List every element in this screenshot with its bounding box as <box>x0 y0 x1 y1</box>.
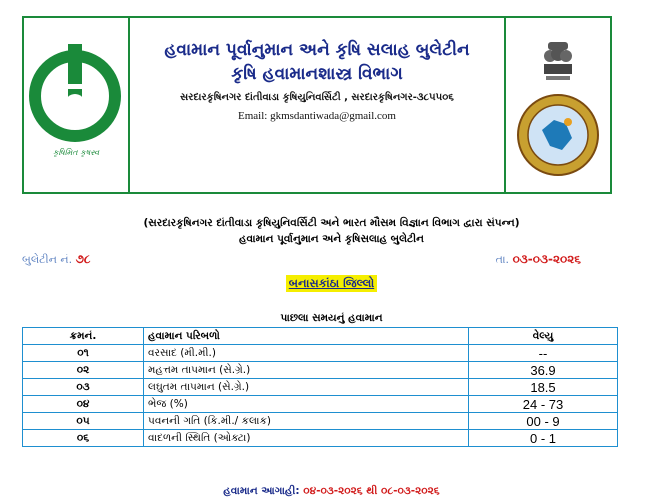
logo-caption: કૃષિમિત કૃષસ્વ <box>52 148 100 157</box>
header-box <box>22 16 612 194</box>
row-serial: ૦૩ <box>23 379 144 396</box>
email-address: Email: gkmsdantiwada@gmail.com <box>238 110 396 122</box>
header-value: વેલ્યુ <box>469 328 618 345</box>
table-row <box>23 345 618 362</box>
forecast-label: હવામાન આગાહી: <box>223 485 300 497</box>
bulletin-date <box>496 252 581 267</box>
row-serial: ૦૪ <box>23 396 144 413</box>
forecast-period <box>0 485 663 498</box>
header-center <box>130 18 504 192</box>
table-row <box>23 379 618 396</box>
bulletin-number <box>22 252 91 267</box>
bulletin-number-value: ૭૮ <box>75 252 91 266</box>
date-label: તા. <box>495 253 510 266</box>
table-row <box>23 362 618 379</box>
department-name: કૃષિ હવામાનશાસ્ત્ર વિભાગ <box>231 64 403 84</box>
past-weather-table <box>22 327 618 447</box>
row-value: 00 - 9 <box>469 413 618 430</box>
header-parameter: હવામાન પરિબળો <box>144 328 469 345</box>
table-row <box>23 430 618 447</box>
district-name: બનાસકાંઠા જિલ્લો <box>286 275 377 292</box>
header-serial: ક્રમનં. <box>23 328 144 345</box>
bulletin-number-label: બુલેટીન નં. <box>22 253 73 266</box>
row-parameter: વરસાદ (મી.મી.) <box>144 345 469 362</box>
row-value: 0 - 1 <box>469 430 618 447</box>
address: સરદારકૃષિનગર દાંતીવાડા કૃષિયુનિવર્સિટી , સરદારકૃષિનગર-૩૮૫૫૦૬ <box>180 92 454 103</box>
university-logo <box>24 18 128 148</box>
row-parameter: ભેજ (%) <box>144 396 469 413</box>
past-weather-title: પાછલા સમયનું હવામાન <box>280 312 383 324</box>
national-emblem-icon <box>506 36 610 96</box>
row-parameter: લઘુતમ તાપમાન (સે.ગ્રે.) <box>144 379 469 396</box>
row-serial: ૦૧ <box>23 345 144 362</box>
row-value: 18.5 <box>469 379 618 396</box>
row-value: -- <box>469 345 618 362</box>
row-value: 24 - 73 <box>469 396 618 413</box>
table-row <box>23 396 618 413</box>
row-parameter: મહત્તમ તાપમાન (સે.ગ્રે.) <box>144 362 469 379</box>
bulletin-subtitle: હવામાન પૂર્વાનુમાન અને કૃષિસલાહ બુલેટીન <box>239 233 424 245</box>
date-value: ૦૩-૦૩-૨૦૨૬ <box>512 252 581 266</box>
row-parameter: વાદળની સ્થિતિ (ઓક્ટા) <box>144 430 469 447</box>
row-serial: ૦૫ <box>23 413 144 430</box>
row-value: 36.9 <box>469 362 618 379</box>
bulletin-title: હવામાન પૂર્વાનુમાન અને કૃષિ સલાહ બુલેટીન <box>164 40 470 60</box>
forecast-range: ૦૪-૦૩-૨૦૨૬ થી ૦૮-૦૩-૨૦૨૬ <box>303 485 440 497</box>
collaboration-note: (સરદારકૃષિનગર દાંતીવાડા કૃષિયુનિવર્સિટી અને ભારત મૌસમ વિજ્ઞાન વિભાગ દ્વારા સંપન્ન) <box>143 217 520 229</box>
table-header-row <box>23 328 618 345</box>
district-wrap <box>0 272 663 292</box>
row-parameter: પવનની ગતિ (કિ.મી./ કલાક) <box>144 413 469 430</box>
imd-emblem-cell <box>504 18 610 192</box>
row-serial: ૦૬ <box>23 430 144 447</box>
row-serial: ૦૨ <box>23 362 144 379</box>
table-row <box>23 413 618 430</box>
imd-seal-icon <box>506 90 610 180</box>
university-logo-cell <box>24 18 130 192</box>
